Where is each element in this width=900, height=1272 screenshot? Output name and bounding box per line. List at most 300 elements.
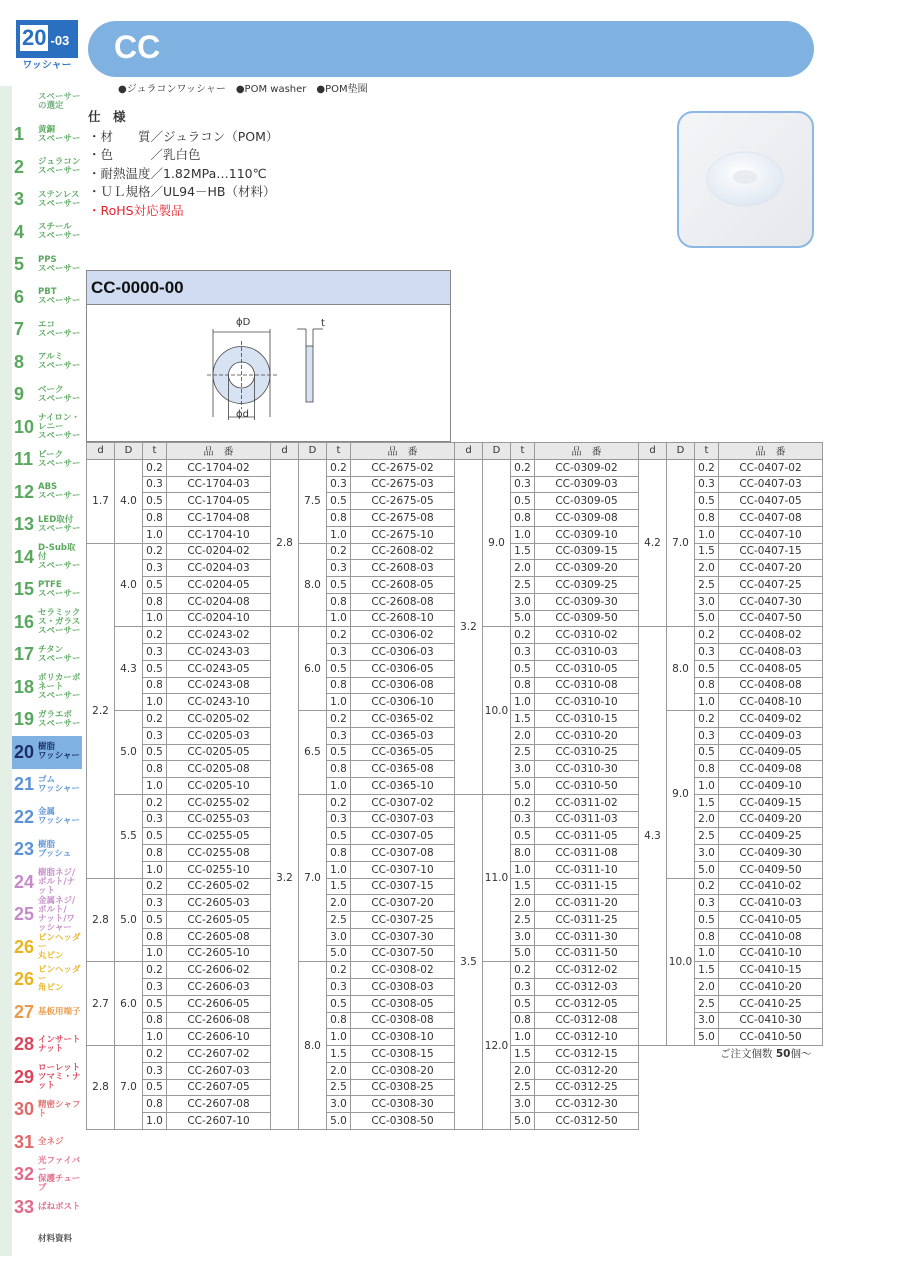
- sidebar-item-number: 7: [14, 319, 25, 340]
- sidebar-item-label: ベーク スペーサー: [38, 384, 81, 404]
- sidebar-item-number: 19: [14, 709, 35, 730]
- cell-part-number: CC-0312-10: [535, 1029, 639, 1046]
- cell-t: 0.3: [327, 560, 351, 577]
- cell-part-number: CC-0365-02: [351, 711, 455, 728]
- cell-part-number: CC-0410-03: [719, 895, 823, 912]
- cell-part-number: CC-0308-50: [351, 1113, 455, 1130]
- cell-t: 0.8: [327, 510, 351, 527]
- sidebar-item[interactable]: [0, 86, 82, 119]
- cell-t: 1.0: [327, 861, 351, 878]
- cell-t: 0.5: [143, 912, 167, 929]
- cell-part-number: CC-0409-15: [719, 794, 823, 811]
- cell-t: 1.5: [695, 962, 719, 979]
- cell-t: 1.0: [143, 526, 167, 543]
- cell-t: 0.3: [695, 895, 719, 912]
- cell-part-number: CC-0365-10: [351, 778, 455, 795]
- sidebar-item-label: チタン スペーサー: [38, 644, 81, 664]
- cell-t: 0.2: [143, 1046, 167, 1063]
- cell-D: 7.0: [299, 794, 327, 962]
- cell-D: 6.0: [299, 627, 327, 711]
- cell-part-number: CC-0310-50: [535, 778, 639, 795]
- cell-D: 7.5: [299, 459, 327, 543]
- cell-part-number: CC-0310-03: [535, 644, 639, 661]
- sidebar-item-number: 24: [14, 871, 35, 892]
- sidebar-item[interactable]: [0, 1061, 82, 1094]
- cell-D: 10.0: [483, 627, 511, 795]
- cell-t: 3.0: [511, 1096, 535, 1113]
- table-header: d: [455, 443, 483, 460]
- cell-part-number: CC-0410-20: [719, 979, 823, 996]
- cell-part-number: CC-0408-02: [719, 627, 823, 644]
- sidebar-item[interactable]: [0, 1191, 82, 1224]
- cell-t: 0.5: [511, 493, 535, 510]
- cell-part-number: CC-2606-08: [167, 1012, 271, 1029]
- sidebar-item[interactable]: [0, 541, 82, 574]
- cell-t: 0.5: [695, 744, 719, 761]
- sidebar-item-label: PBT スペーサー: [38, 287, 81, 307]
- cell-part-number: CC-0410-05: [719, 912, 823, 929]
- sidebar-item-label: ジュラコン スペーサー: [38, 157, 81, 177]
- cell-t: 0.8: [143, 593, 167, 610]
- cell-part-number: CC-0255-05: [167, 828, 271, 845]
- sidebar-item[interactable]: [0, 769, 82, 802]
- sidebar-item-label: 金属ネジ/ボルト/ ナット/ワッシャー: [38, 895, 76, 933]
- sidebar-item-label: ガラエポ スペーサー: [38, 709, 81, 729]
- cell-t: 0.8: [695, 761, 719, 778]
- cell-t: 1.0: [511, 1029, 535, 1046]
- cell-part-number: CC-2606-05: [167, 995, 271, 1012]
- washer-drawing: [87, 305, 450, 441]
- cell-part-number: CC-0205-05: [167, 744, 271, 761]
- sidebar-item[interactable]: [0, 1126, 82, 1159]
- cell-t: 0.5: [695, 912, 719, 929]
- cell-part-number: CC-0310-02: [535, 627, 639, 644]
- sidebar-item-label: スペーサー の選定: [38, 92, 81, 112]
- sidebar-item-number: 20: [14, 741, 35, 762]
- sidebar-item-number: 1: [14, 124, 25, 145]
- cell-part-number: CC-0255-08: [167, 845, 271, 862]
- cell-t: 2.0: [695, 560, 719, 577]
- cell-part-number: CC-0407-20: [719, 560, 823, 577]
- cell-part-number: CC-0308-25: [351, 1079, 455, 1096]
- cell-d: 2.8: [271, 459, 299, 627]
- cell-part-number: CC-0311-20: [535, 895, 639, 912]
- sidebar-item-label: ゴム ワッシャー: [38, 774, 80, 794]
- cell-part-number: CC-2608-08: [351, 593, 455, 610]
- cell-part-number: CC-2607-02: [167, 1046, 271, 1063]
- cell-part-number: CC-0409-10: [719, 778, 823, 795]
- sidebar-item-label: 全ネジ: [38, 1136, 64, 1147]
- table-header: D: [667, 443, 695, 460]
- cell-part-number: CC-2608-10: [351, 610, 455, 627]
- cell-part-number: CC-0306-03: [351, 644, 455, 661]
- sidebar-item[interactable]: [0, 1029, 82, 1062]
- cell-t: 1.0: [143, 945, 167, 962]
- sidebar-item[interactable]: [0, 249, 82, 282]
- table-header: d: [639, 443, 667, 460]
- sidebar-item-number: 4: [14, 221, 25, 242]
- sidebar-item-number: 33: [14, 1196, 35, 1217]
- cell-part-number: CC-0407-08: [719, 510, 823, 527]
- cell-part-number: CC-0308-02: [351, 962, 455, 979]
- cell-part-number: CC-0311-05: [535, 828, 639, 845]
- cell-part-number: CC-2606-03: [167, 979, 271, 996]
- page-title: CC: [114, 29, 161, 65]
- label-thickness: t: [321, 318, 325, 329]
- cell-t: 1.0: [511, 861, 535, 878]
- cell-part-number: CC-2675-03: [351, 476, 455, 493]
- cell-t: 0.5: [143, 493, 167, 510]
- sidebar-item[interactable]: [0, 151, 82, 184]
- sidebar-item-number: 30: [14, 1099, 35, 1120]
- cell-part-number: CC-0407-05: [719, 493, 823, 510]
- cell-t: 0.8: [143, 677, 167, 694]
- cell-part-number: CC-0243-03: [167, 644, 271, 661]
- cell-t: 0.3: [695, 727, 719, 744]
- sidebar-item-label: 精密シャフト: [38, 1099, 81, 1119]
- title-bar: [88, 21, 814, 77]
- cell-part-number: CC-0308-20: [351, 1062, 455, 1079]
- cell-part-number: CC-0306-02: [351, 627, 455, 644]
- cell-part-number: CC-0306-05: [351, 660, 455, 677]
- cell-part-number: CC-2607-03: [167, 1062, 271, 1079]
- cell-t: 3.0: [511, 761, 535, 778]
- cell-t: 2.0: [327, 895, 351, 912]
- cell-t: 0.5: [695, 660, 719, 677]
- cell-t: 1.0: [327, 610, 351, 627]
- cell-part-number: CC-0243-08: [167, 677, 271, 694]
- sidebar-item-number: 13: [14, 514, 35, 535]
- cell-t: 0.8: [143, 1012, 167, 1029]
- cell-D: 5.0: [115, 878, 143, 962]
- cell-d: 4.3: [639, 627, 667, 1046]
- sidebar-item-label: ABS スペーサー: [38, 482, 81, 502]
- sidebar-nav: [0, 86, 82, 1256]
- cell-part-number: CC-2606-10: [167, 1029, 271, 1046]
- sidebar-item[interactable]: [0, 639, 82, 672]
- chapter-label: ワッシャー: [16, 58, 78, 74]
- cell-part-number: CC-0311-02: [535, 794, 639, 811]
- sidebar-item[interactable]: [0, 574, 82, 607]
- cell-t: 3.0: [327, 1096, 351, 1113]
- cell-t: 0.5: [327, 828, 351, 845]
- cell-part-number: CC-0307-30: [351, 928, 455, 945]
- cell-t: 1.0: [695, 526, 719, 543]
- cell-t: 0.2: [511, 962, 535, 979]
- table-header: 品 番: [719, 443, 823, 460]
- sidebar-item[interactable]: [0, 379, 82, 412]
- cell-t: 0.2: [695, 878, 719, 895]
- cell-t: 1.5: [695, 794, 719, 811]
- cell-part-number: CC-0312-50: [535, 1113, 639, 1130]
- sidebar-item-label: セラミックス・ガラス スペーサー: [38, 607, 81, 636]
- cell-part-number: CC-0409-08: [719, 761, 823, 778]
- cell-part-number: CC-2675-05: [351, 493, 455, 510]
- cell-part-number: CC-0408-03: [719, 644, 823, 661]
- cell-t: 2.0: [695, 811, 719, 828]
- cell-t: 0.8: [143, 761, 167, 778]
- cell-part-number: CC-0306-10: [351, 694, 455, 711]
- sidebar-item-label: PTFE スペーサー: [38, 579, 81, 599]
- sidebar-item[interactable]: [0, 119, 82, 152]
- cell-t: 0.5: [511, 995, 535, 1012]
- sidebar-item[interactable]: [0, 996, 82, 1029]
- sidebar-item-label: ローレット ツマミ・ナット: [38, 1062, 81, 1091]
- cell-t: 5.0: [695, 610, 719, 627]
- cell-t: 0.3: [511, 644, 535, 661]
- cell-part-number: CC-0310-10: [535, 694, 639, 711]
- table-header: d: [271, 443, 299, 460]
- cell-t: 0.8: [695, 510, 719, 527]
- cell-D: 5.5: [115, 794, 143, 878]
- cell-part-number: CC-0410-30: [719, 1012, 823, 1029]
- cell-part-number: CC-0408-08: [719, 677, 823, 694]
- sidebar-item-label: 黄銅 スペーサー: [38, 124, 81, 144]
- cell-part-number: CC-0255-03: [167, 811, 271, 828]
- sidebar-item-label: ピーク スペーサー: [38, 449, 81, 469]
- cell-t: 1.0: [695, 694, 719, 711]
- sidebar-item[interactable]: [0, 509, 82, 542]
- cell-t: 5.0: [327, 1113, 351, 1130]
- cell-t: 0.2: [511, 794, 535, 811]
- sidebar-item[interactable]: [0, 281, 82, 314]
- sidebar-item-number: 12: [14, 481, 35, 502]
- spec-line: ・耐熱温度／1.82MPa…110℃: [88, 165, 267, 181]
- spec-line: ・色 ／乳白色: [88, 147, 201, 162]
- cell-part-number: CC-0308-10: [351, 1029, 455, 1046]
- cell-t: 3.0: [695, 845, 719, 862]
- cell-t: 0.3: [143, 476, 167, 493]
- cell-t: 1.0: [511, 526, 535, 543]
- sidebar-item-label: 樹脂 ブッシュ: [38, 839, 72, 859]
- sidebar-item[interactable]: [0, 476, 82, 509]
- cell-t: 0.5: [327, 493, 351, 510]
- cell-part-number: CC-0410-10: [719, 945, 823, 962]
- sidebar-item-label: 光ファイバー 保護チューブ: [38, 1155, 81, 1193]
- sidebar-item-number: 31: [14, 1131, 35, 1152]
- sidebar-item-label: 樹脂ネジ/ ボルト/ナット: [38, 867, 76, 896]
- cell-part-number: CC-0409-02: [719, 711, 823, 728]
- table-header: d: [87, 443, 115, 460]
- cell-t: 3.0: [695, 1012, 719, 1029]
- cell-part-number: CC-2675-10: [351, 526, 455, 543]
- sidebar-item-number: 21: [14, 774, 35, 795]
- label-inner-diameter: ϕd: [236, 409, 249, 420]
- cell-t: 2.5: [511, 577, 535, 594]
- cell-t: 0.5: [143, 660, 167, 677]
- sidebar-item-label: インサート ナット: [38, 1034, 81, 1054]
- sidebar-item[interactable]: [0, 895, 82, 933]
- cell-t: 1.0: [695, 945, 719, 962]
- sidebar-item-number: 17: [14, 644, 35, 665]
- cell-part-number: CC-2675-02: [351, 459, 455, 476]
- sidebar-item-label: ステンレス スペーサー: [38, 189, 81, 209]
- cell-t: 0.3: [327, 811, 351, 828]
- cell-t: 1.0: [327, 1029, 351, 1046]
- sidebar-item[interactable]: [0, 216, 82, 249]
- cell-D: 4.0: [115, 459, 143, 543]
- spec-line: ・材 質／ジュラコン（POM）: [88, 128, 279, 144]
- sidebar-item[interactable]: [0, 444, 82, 477]
- sidebar-item[interactable]: [0, 606, 82, 639]
- sidebar-item[interactable]: [0, 411, 82, 444]
- cell-t: 0.2: [143, 459, 167, 476]
- cell-t: 1.5: [695, 543, 719, 560]
- cell-part-number: CC-1704-05: [167, 493, 271, 510]
- sidebar-item-number: 32: [14, 1164, 35, 1185]
- cell-part-number: CC-0308-30: [351, 1096, 455, 1113]
- cell-t: 5.0: [511, 1113, 535, 1130]
- cell-part-number: CC-0310-08: [535, 677, 639, 694]
- cell-t: 5.0: [511, 945, 535, 962]
- cell-part-number: CC-0309-50: [535, 610, 639, 627]
- cell-t: 1.0: [143, 1029, 167, 1046]
- table-header: 品 番: [351, 443, 455, 460]
- cell-part-number: CC-0410-25: [719, 995, 823, 1012]
- cell-t: 0.3: [695, 644, 719, 661]
- sidebar-item-number: 14: [14, 546, 35, 567]
- sidebar-item-number: 9: [14, 384, 25, 405]
- cell-t: 1.0: [143, 694, 167, 711]
- sidebar-item-label: ピンヘッダー 丸ピン: [38, 932, 81, 961]
- cell-part-number: CC-0308-03: [351, 979, 455, 996]
- cell-part-number: CC-0309-08: [535, 510, 639, 527]
- sidebar-item[interactable]: [0, 314, 82, 347]
- sidebar-item[interactable]: [0, 704, 82, 737]
- table-header: D: [483, 443, 511, 460]
- sidebar-item[interactable]: [0, 834, 82, 867]
- table-header: D: [115, 443, 143, 460]
- sidebar-item-number: 26: [14, 936, 35, 957]
- table-header: t: [143, 443, 167, 460]
- sidebar-item[interactable]: [0, 866, 82, 899]
- cell-part-number: CC-0309-25: [535, 577, 639, 594]
- cell-part-number: CC-0307-08: [351, 845, 455, 862]
- cell-d: 1.7: [87, 459, 115, 543]
- cell-t: 2.5: [327, 912, 351, 929]
- cell-t: 0.8: [695, 677, 719, 694]
- sidebar-item[interactable]: [0, 801, 82, 834]
- cell-t: 0.2: [511, 459, 535, 476]
- cell-t: 5.0: [327, 945, 351, 962]
- cell-D: 6.0: [115, 962, 143, 1046]
- cell-part-number: CC-0407-15: [719, 543, 823, 560]
- sidebar-item[interactable]: [0, 964, 82, 997]
- table-header: t: [695, 443, 719, 460]
- cell-t: 0.5: [695, 493, 719, 510]
- cell-t: 0.8: [511, 677, 535, 694]
- washer-photo-icon: [679, 113, 812, 246]
- cell-d: 2.8: [87, 878, 115, 962]
- sidebar-item-number: 29: [14, 1066, 35, 1087]
- sidebar-item[interactable]: [0, 346, 82, 379]
- sidebar-item-label: エコ スペーサー: [38, 319, 81, 339]
- sidebar-item[interactable]: [0, 1094, 82, 1127]
- cell-part-number: CC-1704-10: [167, 526, 271, 543]
- cell-t: 2.5: [695, 995, 719, 1012]
- cell-part-number: CC-0307-02: [351, 794, 455, 811]
- parts-table: [86, 442, 823, 1130]
- sidebar-item-number: 28: [14, 1034, 35, 1055]
- sidebar-item[interactable]: [0, 1155, 82, 1193]
- cell-part-number: CC-0410-02: [719, 878, 823, 895]
- chapter-sub: -03: [50, 33, 70, 48]
- cell-part-number: CC-2605-08: [167, 928, 271, 945]
- cell-t: 0.2: [143, 962, 167, 979]
- sidebar-item-number: 5: [14, 254, 25, 275]
- cell-part-number: CC-2605-05: [167, 912, 271, 929]
- cell-t: 1.0: [327, 694, 351, 711]
- cell-t: 0.2: [327, 459, 351, 476]
- cell-t: 0.2: [327, 627, 351, 644]
- order-note: ご注文個数 50個～: [720, 1048, 812, 1060]
- sidebar-item[interactable]: [0, 931, 82, 964]
- sidebar-item-label: ピンヘッダー 角ピン: [38, 965, 81, 994]
- cell-d: 4.2: [639, 459, 667, 627]
- cell-part-number: CC-0309-10: [535, 526, 639, 543]
- cell-part-number: CC-0408-05: [719, 660, 823, 677]
- sidebar-item[interactable]: [0, 736, 82, 769]
- sidebar-item-label: 樹脂 ワッシャー: [38, 742, 80, 762]
- cell-t: 3.0: [511, 928, 535, 945]
- cell-t: 0.3: [143, 895, 167, 912]
- sidebar-item-number: 8: [14, 351, 25, 372]
- cell-t: 0.3: [327, 476, 351, 493]
- cell-t: 0.3: [327, 979, 351, 996]
- cell-D: 9.0: [667, 711, 695, 879]
- cell-part-number: CC-0407-50: [719, 610, 823, 627]
- sidebar-item-number: 18: [14, 676, 35, 697]
- cell-part-number: CC-0307-15: [351, 878, 455, 895]
- sidebar-item[interactable]: [0, 1224, 82, 1257]
- cell-t: 2.5: [511, 912, 535, 929]
- cell-t: 0.5: [143, 828, 167, 845]
- cell-part-number: CC-0407-03: [719, 476, 823, 493]
- sidebar-item-number: 25: [14, 904, 35, 925]
- sidebar-item-label: ナイロン・レニー スペーサー: [38, 412, 81, 441]
- cell-D: 10.0: [667, 878, 695, 1046]
- sidebar-item[interactable]: [0, 184, 82, 217]
- cell-d: 2.8: [87, 1046, 115, 1130]
- cell-part-number: CC-0307-25: [351, 912, 455, 929]
- dimension-diagram: [86, 270, 451, 442]
- cell-part-number: CC-0312-15: [535, 1046, 639, 1063]
- cell-part-number: CC-0312-08: [535, 1012, 639, 1029]
- sidebar-item-number: 2: [14, 156, 25, 177]
- cell-part-number: CC-0312-25: [535, 1079, 639, 1096]
- cell-part-number: CC-2608-02: [351, 543, 455, 560]
- cell-t: 5.0: [511, 610, 535, 627]
- cell-part-number: CC-0409-20: [719, 811, 823, 828]
- cell-part-number: CC-0307-10: [351, 861, 455, 878]
- cell-part-number: CC-0311-03: [535, 811, 639, 828]
- cell-D: 9.0: [483, 459, 511, 627]
- cell-t: 0.2: [143, 794, 167, 811]
- cell-D: 4.3: [115, 627, 143, 711]
- cell-part-number: CC-0307-50: [351, 945, 455, 962]
- cell-t: 0.2: [327, 962, 351, 979]
- sidebar-item[interactable]: [0, 671, 82, 704]
- cell-part-number: CC-2607-10: [167, 1113, 271, 1130]
- cell-part-number: CC-0309-30: [535, 593, 639, 610]
- cell-t: 8.0: [511, 845, 535, 862]
- table-header: 品 番: [167, 443, 271, 460]
- cell-part-number: CC-0243-05: [167, 660, 271, 677]
- cell-t: 0.2: [143, 627, 167, 644]
- cell-part-number: CC-0407-30: [719, 593, 823, 610]
- cell-part-number: CC-0243-10: [167, 694, 271, 711]
- cell-t: 0.2: [327, 711, 351, 728]
